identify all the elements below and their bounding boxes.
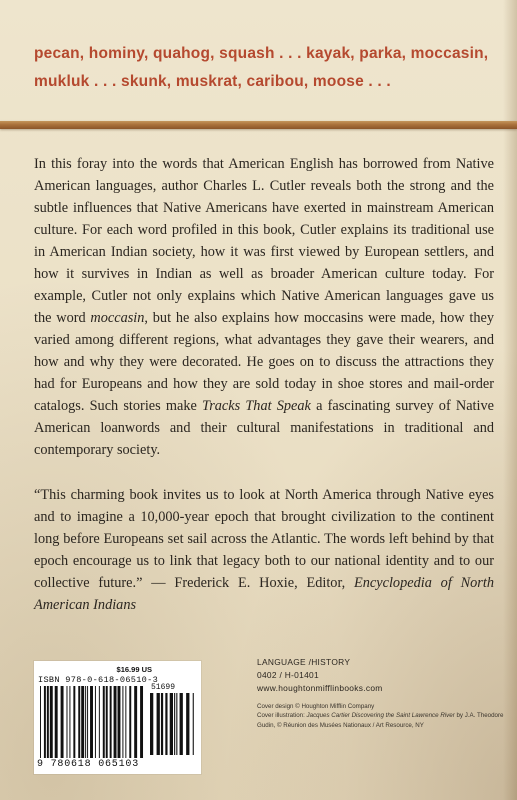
cover-edge-shadow xyxy=(503,0,517,800)
barcode-bar xyxy=(186,693,189,755)
barcode-bar xyxy=(110,686,112,758)
price-label: $16.99 US xyxy=(116,665,152,674)
isbn-number: ISBN 978-0-618-06510-3 xyxy=(38,675,159,685)
barcode-bar xyxy=(90,686,93,758)
decorative-rule xyxy=(0,121,517,129)
barcode-bar xyxy=(78,686,80,758)
isbn-barcode-box xyxy=(34,661,201,774)
cover-illustration-credit xyxy=(257,711,507,730)
barcode-bar xyxy=(99,686,100,758)
illustration-attribution: by J.A. Theodore Gudin, © Réunion des Musées Nationaux / Art Resource, NY xyxy=(257,712,504,729)
barcode-bar xyxy=(134,686,137,758)
barcode-bar xyxy=(61,686,64,758)
addon-barcode xyxy=(150,693,196,755)
category-block xyxy=(257,656,383,695)
subject-category: LANGUAGE /HISTORY xyxy=(257,657,351,667)
description-text-part-2: , but he also explains how moccasins were made, how they varied among different regions, what advantages they gave their wearers, and how and why they were decorated. He goes on to discuss the attractions they had for Europeans and how they are sold today in shoe stores and mail-order catalogs. Such stories make xyxy=(34,310,494,414)
barcode-bar xyxy=(47,686,49,758)
barcode-bar xyxy=(140,686,143,758)
barcode-bar xyxy=(170,693,173,755)
barcode-bar xyxy=(122,686,123,758)
barcode-bar xyxy=(176,693,177,755)
barcode-bar xyxy=(193,693,194,755)
barcode-bar xyxy=(44,686,46,758)
book-title-italic: Tracks That Speak xyxy=(202,398,311,414)
barcode-bar xyxy=(69,686,70,758)
description-text-part-1: In this foray into the words that American English has borrowed from Native American languages, author Charles L. Cutler reveals both the strong and the subtle influences that Native Americans have exerted in mainstream American culture. For each word profiled in this book, Cutler explains its traditional use in American Indian society, how it was first viewed by European settlers, and how it survives in Indian as well as broader American culture today. For example, Cutler not only explains which Native American languages gave us the word xyxy=(34,156,494,326)
barcode-bar xyxy=(66,686,67,758)
barcode-bar xyxy=(150,693,153,755)
word-list-line-2: mukluk . . . skunk, muskrat, caribou, moose . . . xyxy=(34,73,391,90)
cover-credits xyxy=(257,702,507,730)
barcode-bar xyxy=(85,686,86,758)
barcode-bar xyxy=(40,686,41,758)
barcode-bar xyxy=(73,686,75,758)
barcode-bar xyxy=(161,693,163,755)
word-list-line-1: pecan, hominy, quahog, squash . . . kayak, parka, moccasin, xyxy=(34,45,489,62)
emphasized-word: moccasin xyxy=(90,310,145,326)
barcode-bar xyxy=(157,693,160,755)
endorsement-quote xyxy=(34,484,494,616)
illustration-title: Jacques Cartier Discovering the Saint Lawrence River xyxy=(306,712,455,720)
ean-digits: 9 780618 065103 xyxy=(37,759,140,770)
cover-design-credit: Cover design © Houghton Mifflin Company xyxy=(257,703,375,710)
description-text-part-3: a fascinating survey of Native American loanwords and their cultural manifestations in traditional and contemporary society. xyxy=(34,398,494,458)
barcode-bar xyxy=(50,686,53,758)
barcode-bar xyxy=(95,686,96,758)
borrowed-words-list xyxy=(34,40,504,96)
quote-source: Encyclopedia of North American Indians xyxy=(34,575,494,613)
barcode-bar xyxy=(174,693,175,755)
barcode-bar xyxy=(114,686,117,758)
book-description xyxy=(34,153,494,461)
barcode-bar xyxy=(106,686,108,758)
catalog-code: 0402 / H-01401 xyxy=(257,670,319,680)
barcode-bar xyxy=(180,693,183,755)
barcode-bar xyxy=(129,686,131,758)
barcode-bar xyxy=(55,686,58,758)
quote-text: “This charming book invites us to look at North America through Native eyes and to imagine a 10,000-year epoch that brought civilization to the continent long before Europeans set sail across the Atlantic. The words left behind by that epoch encourage us to link that legacy both to our national identity and to our collective future.” — Frederick E. Hoxie, Editor, xyxy=(34,487,494,591)
barcode-bar xyxy=(118,686,121,758)
illustration-label: Cover illustration: xyxy=(257,712,307,720)
barcode-bar xyxy=(81,686,84,758)
barcode-bar xyxy=(125,686,126,758)
barcode-bar xyxy=(165,693,167,755)
publisher-website: www.houghtonmifflinbooks.com xyxy=(257,683,383,693)
ean-barcode xyxy=(40,686,144,758)
barcode-bar xyxy=(103,686,105,758)
price-addon-number: 51699 xyxy=(151,683,176,692)
barcode-bar xyxy=(87,686,88,758)
